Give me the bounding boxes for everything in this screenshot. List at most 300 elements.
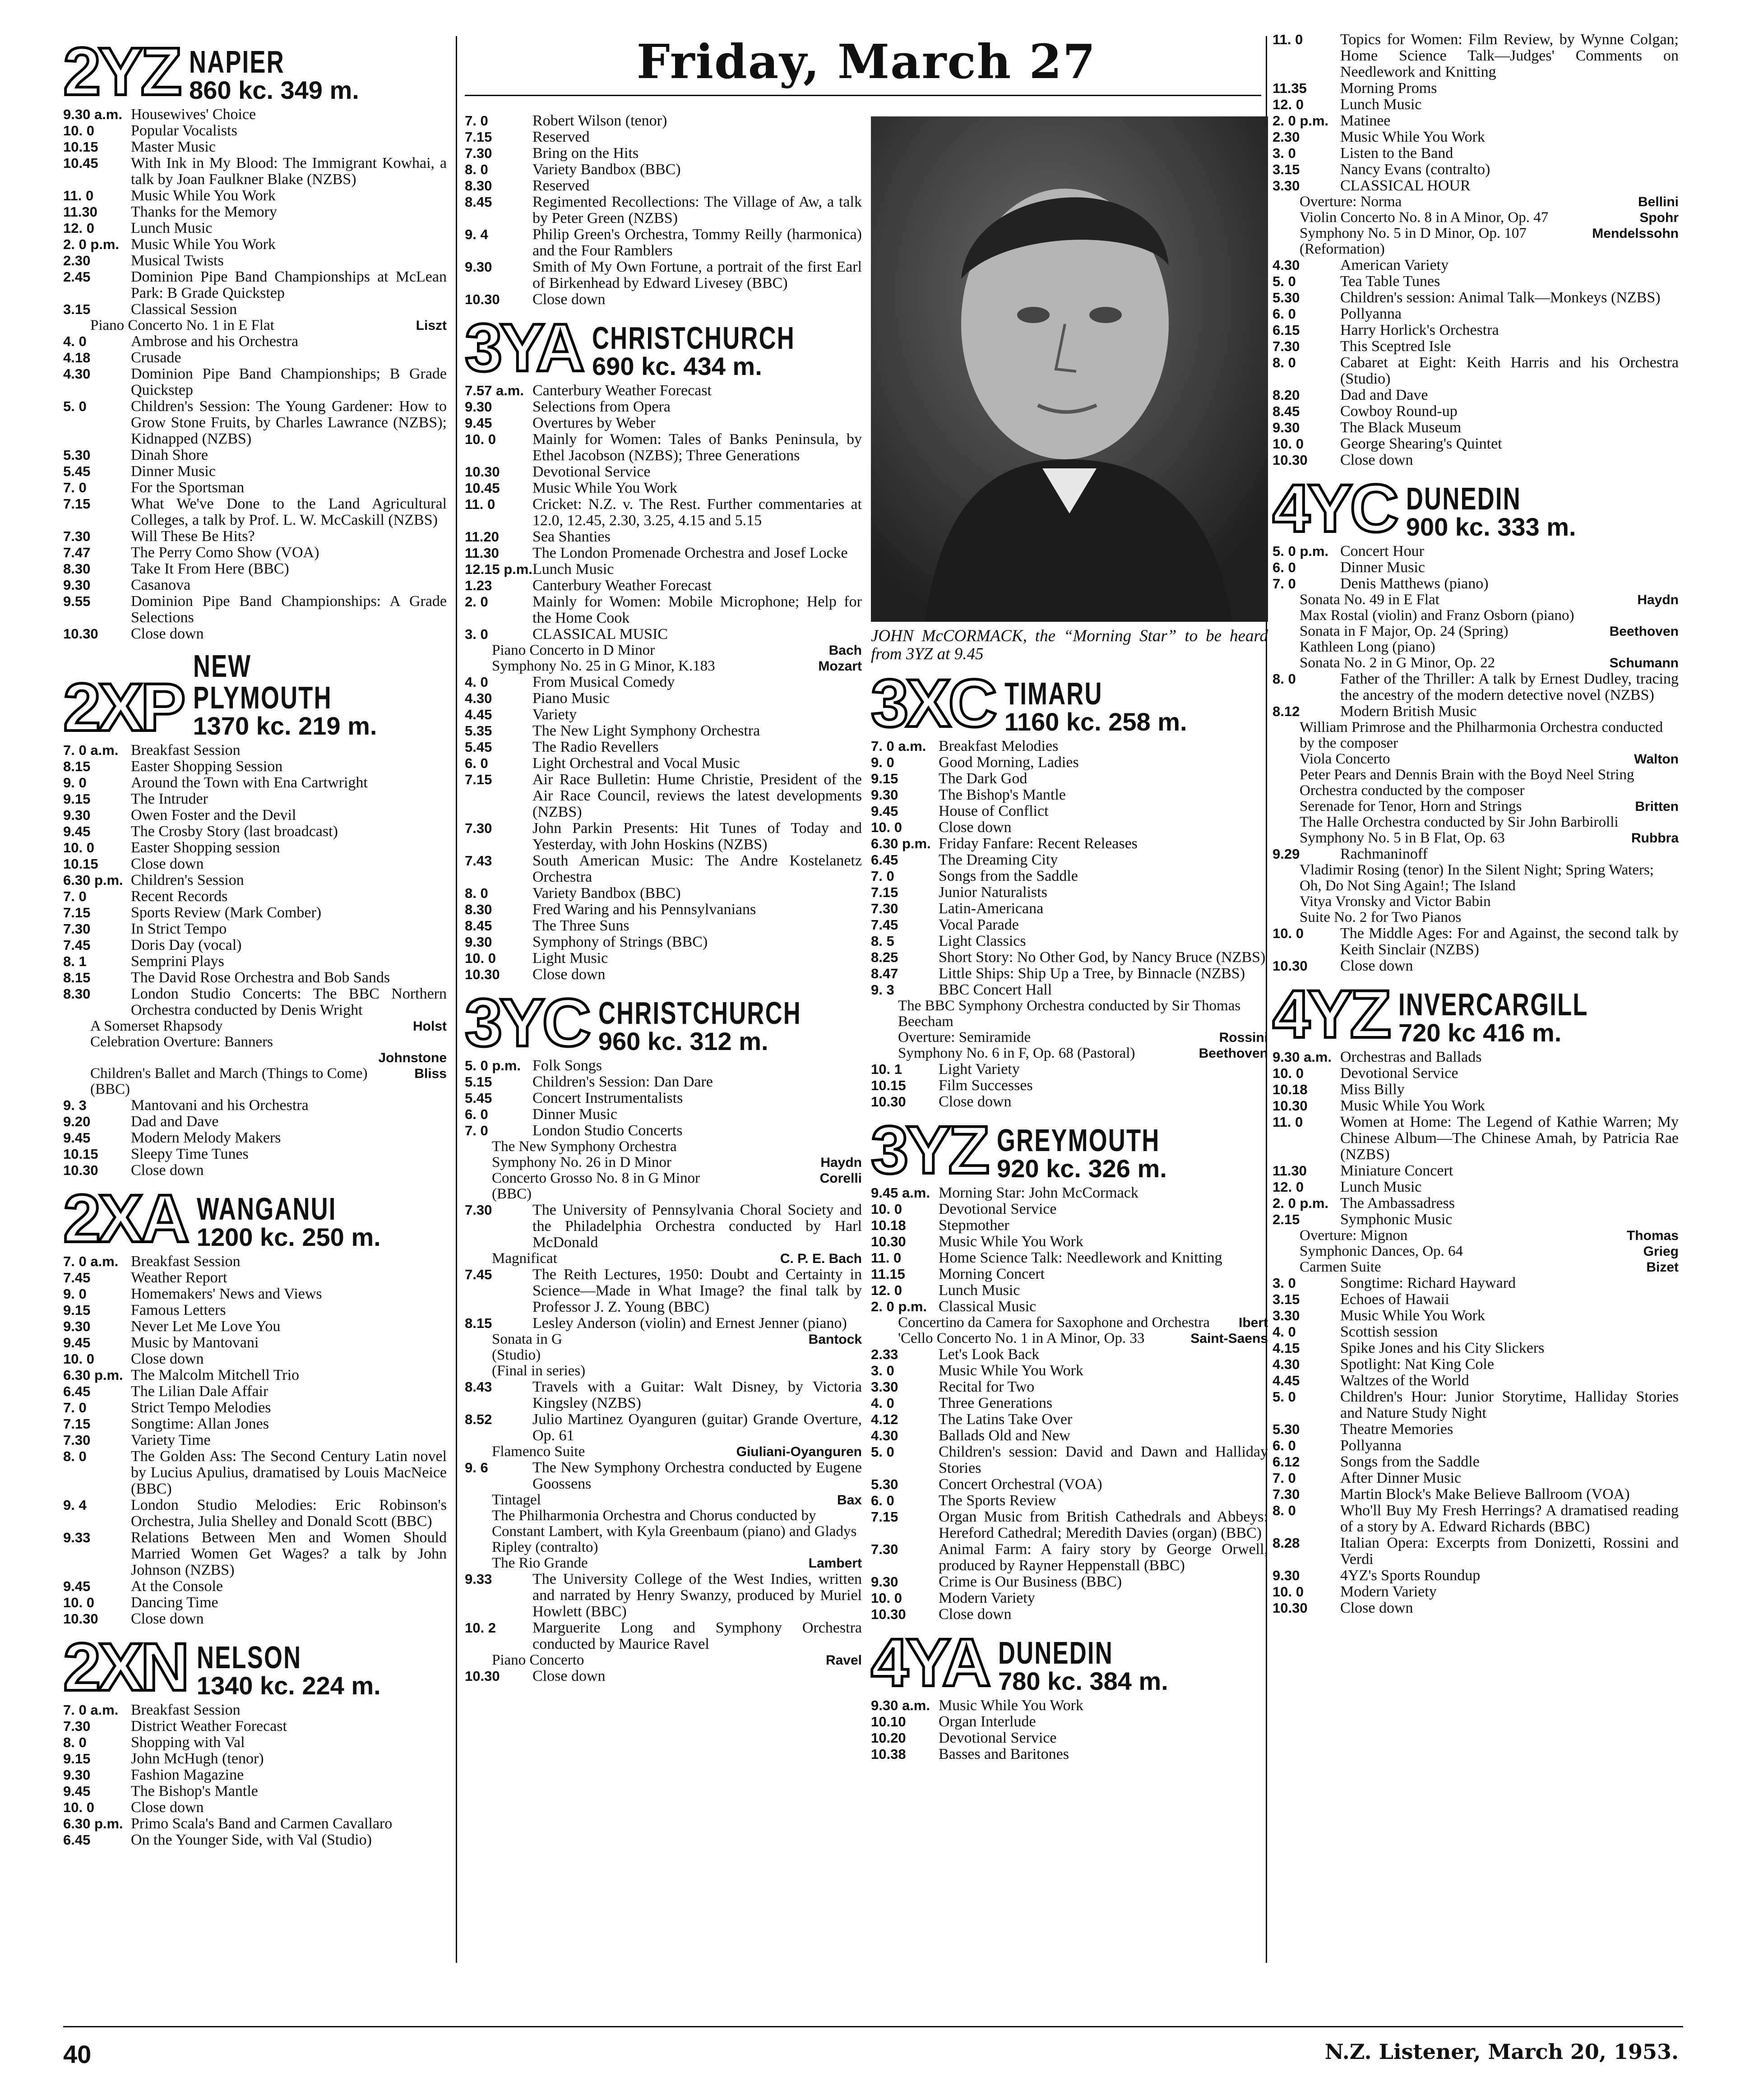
programme-entry [871, 1574, 1268, 1590]
programme-title: Dad and Dave [1340, 387, 1428, 403]
station-frequency: 960 kc. 312 m. [598, 1027, 768, 1055]
programme-time: 7. 0 [63, 888, 87, 904]
programme-title: Dinner Music [532, 1106, 617, 1123]
programme-detail [465, 1508, 862, 1555]
programme-entry [1273, 1373, 1679, 1389]
programme-title: This Sceptred Isle [1340, 338, 1451, 355]
programme-detail [465, 1186, 862, 1202]
programme-title: Film Successes [939, 1077, 1033, 1094]
programme-entry [465, 561, 862, 578]
programme-title: For the Sportsman [131, 479, 245, 496]
programme-entry [63, 1270, 447, 1286]
programme-detail [465, 1139, 862, 1155]
programme-time: 6. 0 [465, 1106, 488, 1122]
programme-entry [63, 1416, 447, 1432]
programme-title: George Shearing's Quintet [1340, 435, 1502, 452]
detail-text: Tintagel [492, 1492, 541, 1508]
programme-entry [1273, 1212, 1679, 1228]
programme-time: 10. 0 [465, 950, 496, 966]
programme-title: The Malcolm Mitchell Trio [131, 1367, 300, 1383]
programme-title: Air Race Bulletin: Hume Christie, President of the Air Race Council, reviews the latest developments (NZBS) [532, 771, 862, 820]
programme-title: Organ Music from British Cathedrals and Abbeys: Hereford Cathedral; Meredith Davies (organ) (BBC) [939, 1508, 1268, 1541]
detail-text: Vladimir Rosing (tenor) In the Silent Night; Spring Waters; Oh, Do Not Sing Again!; The Island [1300, 862, 1654, 894]
station-heading [63, 33, 447, 109]
programme-entry [465, 1571, 862, 1620]
detail-text: The Halle Orchestra conducted by Sir John Barbirolli [1300, 814, 1619, 830]
programme-title: Strict Tempo Melodies [131, 1399, 271, 1416]
programme-entry [63, 1751, 447, 1767]
programme-time: 4.30 [871, 1428, 898, 1443]
programme-title: Children's session: David and Dawn and Halliday Stories [939, 1443, 1268, 1476]
programme-time: 11. 0 [63, 188, 94, 204]
programme-time: 1.23 [465, 578, 492, 593]
programme-title: Morning Star: John McCormack [939, 1184, 1138, 1201]
programme-time: 10.30 [1273, 452, 1308, 468]
programme-title: Mainly for Women: Tales of Banks Peninsula, by Ethel Jacobson (NZBS); Three Generations [532, 431, 862, 464]
programme-title: Around the Town with Ena Cartwright [131, 774, 368, 791]
programme-entry [1273, 543, 1679, 560]
detail-text: Piano Concerto in D Minor [492, 642, 655, 658]
programme-time: 10. 0 [63, 123, 94, 139]
programme-title: Women at Home: The Legend of Kathie Warren; My Chinese Album—The Chinese Amah, by Patricia Rae (NZBS) [1340, 1114, 1679, 1163]
programme-time: 10. 0 [63, 840, 94, 856]
programme-title: Pollyanna [1340, 305, 1402, 322]
programme-entry [1273, 452, 1679, 468]
composer-name: Saint-Saens [1190, 1331, 1268, 1346]
programme-entry [465, 918, 862, 934]
programme-detail [63, 1018, 447, 1034]
programme-title: Close down [131, 1610, 204, 1627]
programme-time: 9.45 [63, 1578, 91, 1594]
programme-entry [465, 113, 862, 129]
programme-entry [465, 690, 862, 707]
programme-title: The Ambassadress [1340, 1195, 1455, 1212]
programme-title: Pollyanna [1340, 1437, 1402, 1454]
programme-time: 6.30 p.m. [63, 1816, 123, 1832]
programme-title: Modern Variety [939, 1590, 1035, 1606]
programme-detail [1273, 910, 1679, 925]
programme-title: Ambrose and his Orchestra [131, 333, 299, 350]
programme-time: 5. 0 p.m. [465, 1058, 521, 1073]
programme-time: 10. 0 [465, 431, 496, 447]
programme-entry [63, 807, 447, 823]
programme-time: 6.45 [63, 1383, 91, 1399]
programme-time: 4. 0 [63, 333, 87, 349]
programme-detail [1273, 639, 1679, 655]
programme-time: 9.30 [63, 577, 91, 593]
programme-title: Close down [131, 1351, 204, 1367]
programme-time: 10. 0 [63, 1595, 94, 1610]
programme-title: London Studio Melodies: Eric Robinson's Orchestra, Julia Shelley and Donald Scott (BBC) [131, 1497, 447, 1530]
station-frequency: 780 kc. 384 m. [998, 1667, 1168, 1695]
station-city: GREYMOUTH [997, 1123, 1160, 1158]
programme-time: 2. 0 p.m. [1273, 113, 1329, 129]
programme-detail [465, 643, 862, 658]
programme-detail [1273, 799, 1679, 814]
programme-title: After Dinner Music [1340, 1470, 1462, 1486]
programme-entry [63, 301, 447, 318]
programme-title: Take It From Here (BBC) [131, 560, 289, 577]
programme-entry [1273, 322, 1679, 338]
programme-time: 9. 4 [63, 1497, 87, 1513]
programme-time: 10. 0 [63, 1799, 94, 1815]
programme-entry [1273, 1600, 1679, 1616]
programme-time: 9.30 a.m. [1273, 1049, 1332, 1065]
programme-title: On the Younger Side, with Val (Studio) [131, 1832, 372, 1848]
programme-title: Matinee [1340, 112, 1391, 129]
station-info [189, 46, 359, 103]
programme-time: 8.20 [1273, 387, 1300, 403]
programme-entry [63, 333, 447, 350]
detail-text: (BBC) [90, 1081, 130, 1097]
programme-entry [63, 204, 447, 220]
programme-time: 7.47 [63, 545, 91, 560]
programme-time: 10.30 [1273, 1098, 1308, 1114]
programme-title: Mainly for Women: Mobile Microphone; Help for the Home Cook [532, 593, 862, 626]
publication-footer: N.Z. Listener, March 20, 1953. [1324, 2040, 1679, 2064]
programme-entry [465, 1460, 862, 1492]
programme-title: Close down [532, 291, 606, 308]
programme-time: 10. 0 [63, 1351, 94, 1367]
programme-title: Reserved [532, 177, 590, 194]
programme-title: Easter Shopping Session [131, 758, 283, 775]
programme-entry [465, 1123, 862, 1139]
programme-entry [63, 1783, 447, 1799]
detail-text: Symphony No. 5 in B Flat, Op. 63 [1300, 830, 1505, 846]
programme-time: 11.30 [63, 204, 97, 220]
programme-time: 11.30 [465, 545, 499, 561]
programme-title: Fred Waring and his Pennsylvanians [532, 901, 756, 918]
programme-time: 3. 0 [1273, 145, 1296, 161]
programme-entry [1273, 1065, 1679, 1082]
station-callsign: 2XP [63, 669, 183, 745]
programme-detail [1273, 751, 1679, 767]
programme-title: Light Music [532, 950, 608, 967]
composer-name: Beethoven [1609, 624, 1679, 639]
station-city: DUNEDIN [1406, 481, 1521, 516]
programme-title: Breakfast Session [131, 742, 241, 759]
station-frequency: 1160 kc. 258 m. [1004, 708, 1187, 736]
programme-time: 9. 3 [871, 982, 894, 998]
programme-title: The Intruder [131, 791, 208, 807]
programme-entry [63, 1702, 447, 1718]
programme-entry [1273, 925, 1679, 958]
composer-name: Bizet [1646, 1260, 1679, 1275]
programme-detail [465, 1363, 862, 1379]
programme-title: From Musical Comedy [532, 674, 675, 690]
station-frequency: 720 kc 416 m. [1398, 1018, 1562, 1047]
composer-name: Haydn [1637, 592, 1679, 607]
programme-entry [63, 220, 447, 236]
programme-title: Light Classics [939, 933, 1026, 949]
programme-time: 7.45 [871, 917, 898, 933]
programme-title: Never Let Me Love You [131, 1318, 281, 1335]
programme-time: 9. 4 [465, 227, 488, 242]
programme-entry [465, 145, 862, 162]
programme-time: 2. 0 p.m. [63, 236, 120, 252]
programme-entry [63, 188, 447, 204]
programme-entry [871, 787, 1268, 803]
programme-entry [1273, 257, 1679, 273]
programme-entry [63, 1367, 447, 1383]
programme-time: 3. 0 [871, 1363, 894, 1378]
programme-time: 10.30 [63, 626, 98, 642]
programme-entry [871, 1234, 1268, 1250]
programme-title: Julio Martinez Oyanguren (guitar) Grande Overture, Op. 61 [532, 1411, 862, 1444]
programme-entry [63, 123, 447, 139]
composer-name: Johnstone [378, 1050, 447, 1065]
programme-entry [465, 1106, 862, 1123]
programme-time: 11.15 [871, 1266, 905, 1282]
programme-entry [1273, 1421, 1679, 1438]
programme-entry [465, 1202, 862, 1251]
programme-time: 7.45 [63, 937, 91, 953]
programme-title: Classical Session [131, 301, 237, 318]
programme-entry [63, 593, 447, 626]
programme-time: 7. 0 [1273, 1470, 1296, 1486]
programme-time: 9.45 [63, 823, 91, 839]
programme-detail [1273, 210, 1679, 226]
programme-time: 7.15 [871, 884, 898, 900]
programme-time: 9.45 a.m. [871, 1185, 930, 1201]
schedule-column-1 [63, 32, 447, 1848]
programme-entry [1273, 113, 1679, 129]
programme-title: The Lilian Dale Affair [131, 1383, 268, 1400]
programme-entry [465, 772, 862, 820]
programme-entry [63, 872, 447, 888]
programme-title: Close down [1340, 452, 1413, 468]
programme-time: 7.30 [465, 1202, 492, 1218]
programme-entry [465, 967, 862, 983]
programme-time: 9.30 [1273, 420, 1300, 435]
programme-time: 11. 0 [465, 496, 495, 512]
programme-entry [871, 1185, 1268, 1201]
programme-entry [871, 1411, 1268, 1428]
programme-title: What We've Done to the Land Agricultural Colleges, a talk by Prof. L. W. McCaskill (NZBS) [131, 495, 447, 528]
programme-time: 7.15 [465, 772, 492, 787]
detail-text: Vitya Vronsky and Victor Babin [1300, 893, 1491, 910]
detail-text: Sonata No. 49 in E Flat [1300, 592, 1439, 608]
composer-name: Lambert [808, 1556, 862, 1571]
programme-entry [871, 1250, 1268, 1266]
programme-time: 7. 0 a.m. [63, 1702, 119, 1718]
programme-title: Semprini Plays [131, 953, 224, 970]
programme-title: Modern Variety [1340, 1583, 1437, 1600]
programme-entry [871, 884, 1268, 901]
programme-entry [63, 1832, 447, 1848]
programme-title: Home Science Talk: Needlework and Knitting [939, 1249, 1222, 1266]
programme-time: 6.45 [63, 1832, 91, 1848]
programme-time: 7.45 [63, 1270, 91, 1286]
programme-entry [465, 480, 862, 496]
programme-title: Dad and Dave [131, 1113, 219, 1130]
detail-text: Serenade for Tenor, Horn and Strings [1300, 798, 1522, 814]
programme-title: The New Light Symphony Orchestra [532, 722, 760, 739]
programme-title: South American Music: The Andre Kostelanetz Orchestra [532, 852, 862, 885]
programme-title: Devotional Service [939, 1201, 1057, 1217]
programme-title: Famous Letters [131, 1302, 226, 1318]
station-heading [63, 648, 447, 745]
programme-entry [63, 236, 447, 253]
programme-time: 9.55 [63, 593, 91, 609]
programme-title: Devotional Service [939, 1730, 1057, 1746]
programme-title: Sports Review (Mark Comber) [131, 904, 322, 921]
programme-entry [1273, 703, 1679, 720]
programme-entry [871, 901, 1268, 917]
programme-title: BBC Concert Hall [939, 981, 1052, 998]
heading-rule [465, 95, 1261, 96]
programme-entry [1273, 1082, 1679, 1098]
programme-entry [63, 253, 447, 269]
programme-time: 9. 0 [63, 775, 87, 791]
programme-entry [63, 1497, 447, 1530]
programme-time: 3.30 [871, 1379, 898, 1395]
programme-entry [63, 1448, 447, 1497]
programme-entry [871, 1078, 1268, 1094]
programme-title: Devotional Service [1340, 1065, 1458, 1082]
programme-title: Topics for Women: Film Review, by Wynne Colgan; Home Science Talk—Judges' Comments on Needlework and Knitting [1340, 31, 1679, 80]
programme-entry [1273, 178, 1679, 194]
schedule-column-3 [871, 113, 1268, 1762]
programme-entry [465, 902, 862, 918]
programme-title: Music While You Work [131, 187, 276, 204]
station-frequency: 1200 kc. 250 m. [196, 1223, 381, 1251]
programme-time: 9.45 [465, 415, 492, 431]
programme-title: Symphonic Music [1340, 1211, 1453, 1228]
programme-title: Devotional Service [532, 463, 651, 480]
programme-detail [63, 1082, 447, 1097]
composer-name: Liszt [416, 318, 447, 333]
programme-entry [465, 529, 862, 545]
programme-detail [63, 318, 447, 333]
programme-time: 4.30 [1273, 1356, 1300, 1372]
programme-detail [465, 1492, 862, 1508]
programme-entry [63, 1400, 447, 1416]
detail-text: Sonata No. 2 in G Minor, Op. 22 [1300, 655, 1495, 671]
programme-title: Easter Shopping session [131, 839, 280, 856]
station-info [193, 650, 447, 739]
detail-text: Max Rostal (violin) and Franz Osborn (piano) [1300, 607, 1574, 624]
programme-time: 8. 0 [63, 1735, 87, 1750]
programme-entry [1273, 1389, 1679, 1421]
programme-title: The Middle Ages: For and Against, the second talk by Keith Sinclair (NZBS) [1340, 925, 1679, 958]
detail-text: Piano Concerto No. 1 in E Flat [90, 317, 274, 333]
programme-time: 10.30 [871, 1234, 906, 1249]
programme-detail [1273, 862, 1679, 894]
programme-time: 9.30 [63, 1318, 91, 1334]
programme-title: London Studio Concerts [532, 1122, 683, 1139]
programme-title: Thanks for the Memory [131, 204, 277, 220]
programme-entry [465, 162, 862, 178]
programme-entry [465, 739, 862, 755]
detail-text: A Somerset Rhapsody [90, 1018, 223, 1034]
programme-entry [63, 888, 447, 905]
programme-time: 8.28 [1273, 1535, 1300, 1551]
programme-time: 8.43 [465, 1379, 492, 1395]
detail-text: Flamenco Suite [492, 1443, 585, 1460]
programme-title: Owen Foster and the Devil [131, 807, 296, 823]
programme-time: 3. 0 [1273, 1275, 1296, 1291]
programme-time: 3. 0 [465, 626, 488, 642]
station-callsign: 4YZ [1273, 976, 1389, 1052]
detail-text: Suite No. 2 for Two Pianos [1300, 909, 1462, 925]
programme-title: Close down [532, 966, 606, 983]
programme-entry [1273, 80, 1679, 97]
detail-text: Symphony No. 26 in D Minor [492, 1154, 671, 1170]
station-info [1004, 678, 1187, 735]
programme-time: 10.38 [871, 1746, 906, 1762]
programme-title: Selections from Opera [532, 398, 671, 415]
programme-title: The Dreaming City [939, 851, 1058, 868]
programme-time: 4.15 [1273, 1340, 1300, 1356]
programme-detail [1273, 608, 1679, 624]
programme-title: Spike Jones and his City Slickers [1340, 1340, 1545, 1356]
programme-title: Crime is Our Business (BBC) [939, 1573, 1122, 1590]
programme-title: Recent Records [131, 888, 228, 905]
page-number: 40 [63, 2040, 92, 2068]
page-date-heading: Friday, March 27 [636, 34, 1097, 89]
programme-time: 7.15 [63, 905, 91, 920]
composer-name: Bantock [808, 1332, 862, 1347]
programme-title: Harry Horlick's Orchestra [1340, 322, 1499, 338]
programme-entry [1273, 1291, 1679, 1308]
station-info [998, 1637, 1168, 1694]
station-heading [63, 1629, 447, 1705]
programme-entry [871, 1730, 1268, 1746]
programme-time: 4.30 [63, 366, 91, 382]
detail-text: Overture: Semiramide [898, 1029, 1031, 1045]
programme-time: 2.30 [63, 253, 91, 268]
programme-title: Tea Table Tunes [1340, 273, 1440, 290]
programme-time: 10.10 [871, 1714, 906, 1730]
programme-title: Dominion Pipe Band Championships: A Grade Selections [131, 593, 447, 626]
programme-time: 9. 0 [63, 1286, 87, 1302]
programme-detail [465, 658, 862, 674]
programme-entry [63, 106, 447, 123]
programme-title: Concert Orchestral (VOA) [939, 1476, 1102, 1493]
programme-entry [465, 1411, 862, 1444]
programme-entry [871, 917, 1268, 933]
programme-title: Songs from the Saddle [1340, 1453, 1480, 1470]
detail-text: The Philharmonia Orchestra and Chorus conducted by Constant Lambert, with Kyla Greenbaum (piano) and Gladys Ripley (contralto) [492, 1508, 857, 1555]
programme-entry [1273, 338, 1679, 355]
detail-text: (Studio) [492, 1347, 541, 1363]
programme-time: 9.29 [1273, 846, 1300, 862]
programme-title: Cowboy Round-up [1340, 403, 1458, 420]
programme-detail [1273, 767, 1679, 799]
programme-title: Cricket: N.Z. v. The Rest. Further commentaries at 12.0, 12.45, 2.30, 3.25, 4.15 and 5.15 [532, 496, 862, 529]
programme-title: Close down [939, 1093, 1012, 1110]
programme-title: Concert Hour [1340, 543, 1425, 560]
programme-title: Morning Proms [1340, 80, 1437, 97]
programme-entry [63, 1254, 447, 1270]
programme-entry [63, 1318, 447, 1335]
detail-text: The New Symphony Orchestra [492, 1138, 677, 1155]
programme-title: Nancy Evans (contralto) [1340, 161, 1490, 178]
programme-entry [871, 949, 1268, 966]
programme-time: 4. 0 [871, 1395, 894, 1411]
programme-time: 7.43 [465, 853, 492, 869]
programme-title: Music by Mantovani [131, 1334, 259, 1351]
programme-title: The London Promenade Orchestra and Josef Locke [532, 545, 848, 561]
programme-detail [1273, 814, 1679, 830]
programme-time: 7.30 [1273, 1486, 1300, 1502]
programme-title: Bring on the Hits [532, 145, 639, 162]
programme-entry [465, 707, 862, 723]
programme-time: 5.30 [871, 1476, 898, 1492]
programme-title: Sleepy Time Tunes [131, 1146, 249, 1162]
station-info [598, 997, 869, 1054]
